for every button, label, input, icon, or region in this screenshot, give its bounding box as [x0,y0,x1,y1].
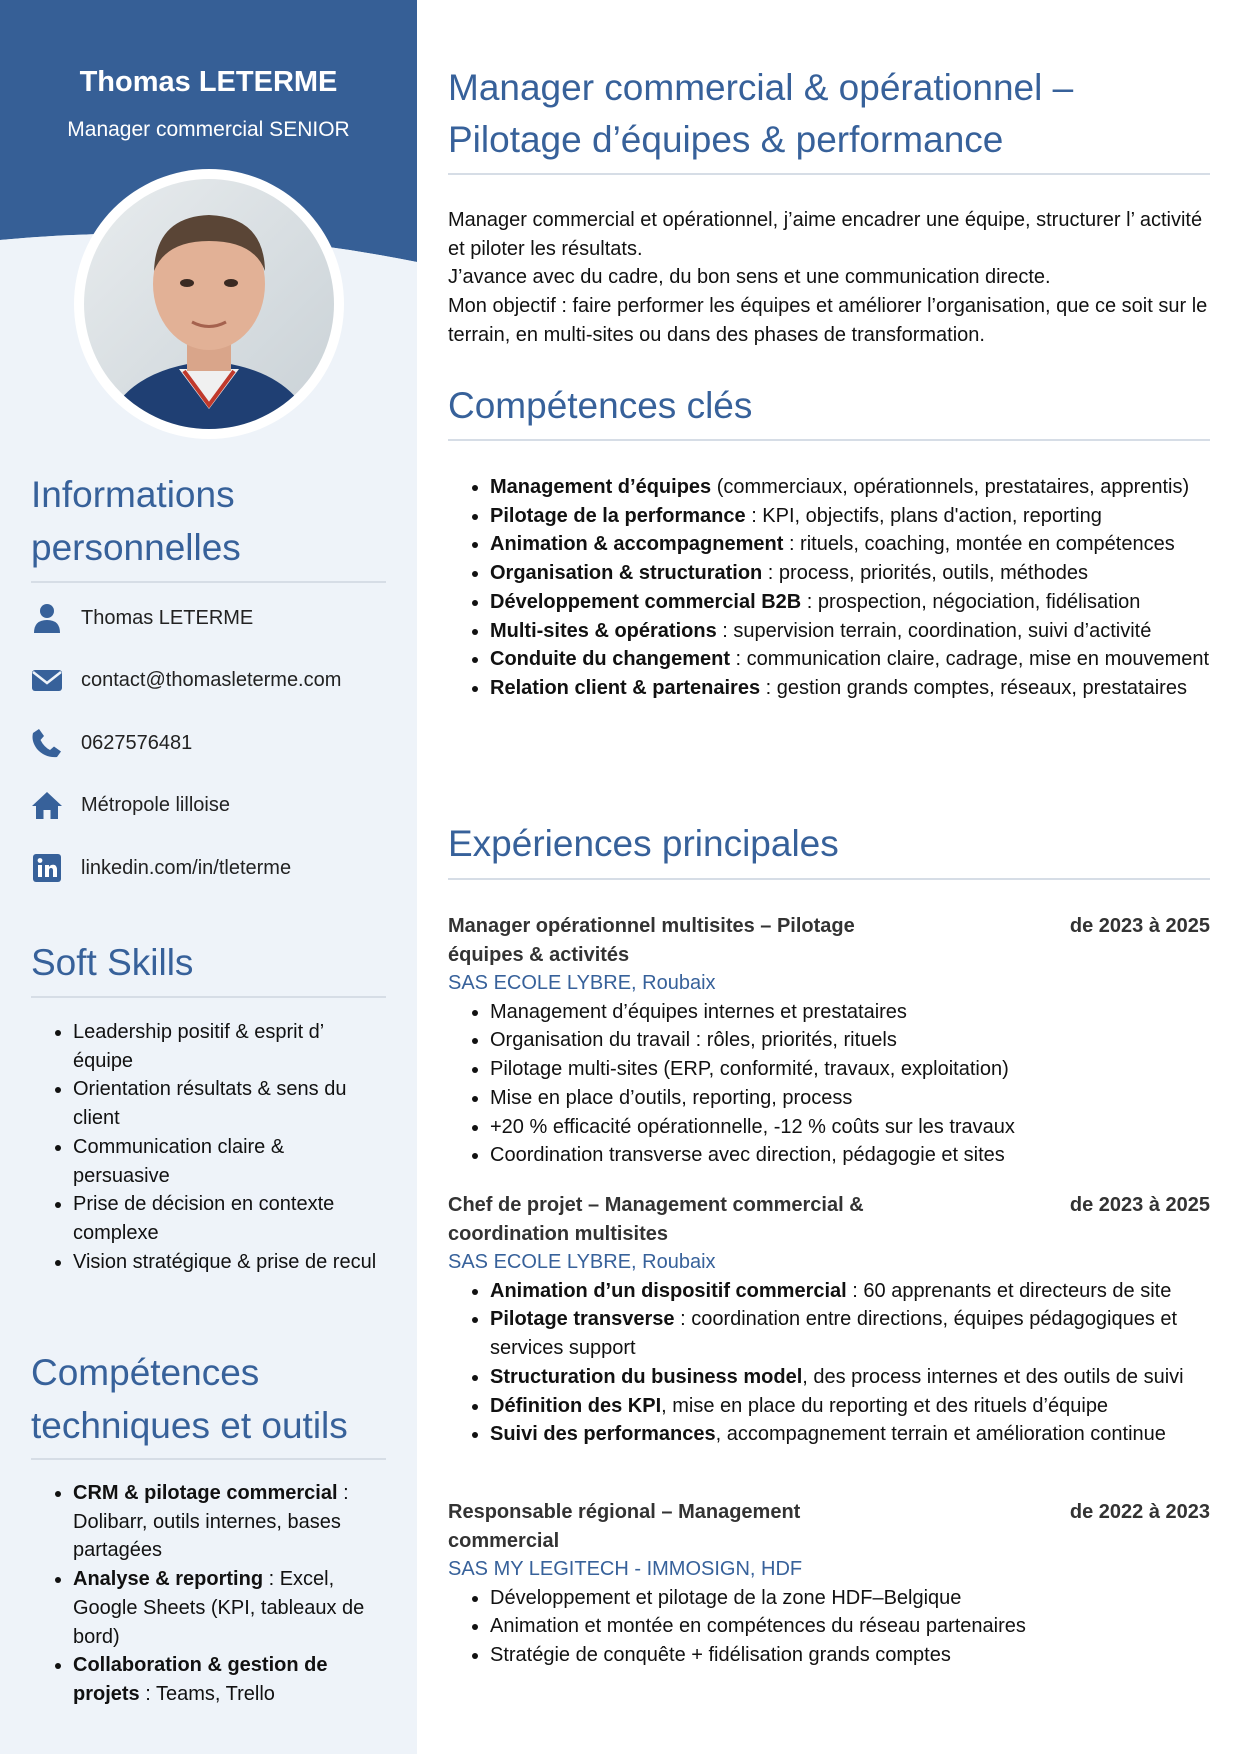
list-item: • Pilotage transverse : coordination entre directions, équipes pédagogiques et services support [490,1305,1210,1362]
list-item: • Management d’équipes (commerciaux, opérationnels, prestataires, apprentis) [490,473,1210,502]
list-item: • Analyse & reporting : Excel, Google Sheets (KPI, tableaux de bord) [73,1565,381,1651]
experience-title: Expériences principales [448,823,839,864]
list-item: • Animation et montée en compétences du réseau partenaires [490,1612,1210,1641]
experience-divider [448,878,1210,880]
contact-name-row [31,601,253,635]
job-date: de 2023 à 2025 [1069,915,1210,937]
list-item: • Définition des KPI, mise en place du reporting et des rituels d’équipe [490,1392,1210,1421]
list-item: • Vision stratégique & prise de recul [73,1248,381,1277]
list-item: • Développement commercial B2B : prospection, négociation, fidélisation [490,588,1210,617]
experience-entry [448,1191,1210,1449]
page-title: Manager commercial & opérationnel – Pilotage d’équipes & performance [448,67,1074,160]
home-icon [31,789,63,821]
intro-text: Manager commercial et opérationnel, j’aime encadrer une équipe, structurer l’ activité et piloter les résultats. J’avance avec du cadre, du bon sens et une communication directe. Mon objectif : faire performer les équipes et améliorer l’organisation, que ce soit sur le terrain, en multi-sites ou dans des phases de transformation. [448,209,1208,346]
list-item: • Communication claire & persuasive [73,1133,381,1190]
contact-phone[interactable]: 0627576481 [81,731,193,754]
list-item: • Prise de décision en contexte complexe [73,1190,381,1247]
list-item: • Management d’équipes internes et prestataires [490,998,1210,1027]
list-item: • Organisation & structuration : process, priorités, outils, méthodes [490,559,1210,588]
job-date: de 2022 à 2023 [1069,1501,1210,1523]
candidate-name: Thomas LETERME [79,66,338,98]
job-tasks [448,1584,1210,1670]
list-item: • Orientation résultats & sens du client [73,1075,381,1132]
list-item: • Multi-sites & opérations : supervision terrain, coordination, suivi d’activité [490,617,1210,646]
contact-location: Métropole lilloise [81,793,230,816]
job-title: Chef de projet – Management commercial & coordination multisites [448,1194,864,1245]
contact-phone-row[interactable] [31,726,192,760]
list-item: • Suivi des performances, accompagnement terrain et amélioration continue [490,1420,1210,1449]
list-item: • Collaboration & gestion de projets : Teams, Trello [73,1651,381,1708]
tech-skills-title: Compétences techniques et outils [31,1352,348,1446]
job-company: SAS ECOLE LYBRE, Roubaix [448,972,716,994]
job-title: Responsable régional – Management commercial [448,1501,801,1552]
list-item: • +20 % efficacité opérationnelle, -12 % coûts sur les travaux [490,1113,1210,1142]
key-skills-divider [448,439,1210,441]
list-item: • Animation d’un dispositif commercial : 60 apprenants et directeurs de site [490,1277,1210,1306]
soft-skills-divider [31,996,386,998]
job-date: de 2023 à 2025 [1069,1194,1210,1216]
contact-linkedin[interactable]: linkedin.com/in/tleterme [81,856,292,879]
list-item: • Animation & accompagnement : rituels, coaching, montée en compétences [490,530,1210,559]
experience-entry [448,912,1210,1170]
key-skills-list [448,473,1210,703]
envelope-icon [31,664,63,696]
title-divider [448,173,1210,175]
user-icon [31,602,63,634]
job-tasks [448,998,1210,1170]
job-company: SAS MY LEGITECH - IMMOSIGN, HDF [448,1558,803,1580]
contact-name: Thomas LETERME [81,606,254,629]
contact-email-row[interactable] [31,663,341,697]
list-item: • Organisation du travail : rôles, priorités, rituels [490,1026,1210,1055]
list-item: • Relation client & partenaires : gestion grands comptes, réseaux, prestataires [490,674,1210,703]
phone-icon [31,727,63,759]
list-item: • Leadership positif & esprit d’ équipe [73,1018,381,1075]
list-item: • Conduite du changement : communication claire, cadrage, mise en mouvement [490,645,1210,674]
soft-skills-list [31,1018,381,1276]
personal-info-title: Informations personnelles [31,474,241,568]
list-item: • Développement et pilotage de la zone HDF–Belgique [490,1584,1210,1613]
sidebar [0,0,417,1754]
list-item: • Pilotage de la performance : KPI, objectifs, plans d'action, reporting [490,502,1210,531]
job-tasks [448,1277,1210,1449]
tech-skills-divider [31,1458,386,1460]
list-item: • Pilotage multi-sites (ERP, conformité, travaux, exploitation) [490,1055,1210,1084]
key-skills-title: Compétences clés [448,385,753,426]
list-item: • Stratégie de conquête + fidélisation grands comptes [490,1641,1210,1670]
personal-info-divider [31,581,386,583]
contact-location-row [31,788,230,822]
linkedin-icon [31,852,63,884]
contact-email[interactable]: contact@thomasleterme.com [81,668,342,691]
list-item: • CRM & pilotage commercial : Dolibarr, outils internes, bases partagées [73,1479,381,1565]
job-company: SAS ECOLE LYBRE, Roubaix [448,1251,716,1273]
contact-linkedin-row[interactable] [31,851,291,885]
list-item: • Coordination transverse avec direction, pédagogie et sites [490,1141,1210,1170]
list-item: • Mise en place d’outils, reporting, process [490,1084,1210,1113]
tech-skills-list [31,1479,381,1709]
soft-skills-title: Soft Skills [31,942,194,983]
list-item: • Structuration du business model, des process internes et des outils de suivi [490,1363,1210,1392]
candidate-subtitle: Manager commercial SENIOR [67,118,350,141]
experience-entry [448,1498,1210,1670]
profile-photo [84,179,334,429]
job-title: Manager opérationnel multisites – Pilotage équipes & activités [448,915,855,966]
